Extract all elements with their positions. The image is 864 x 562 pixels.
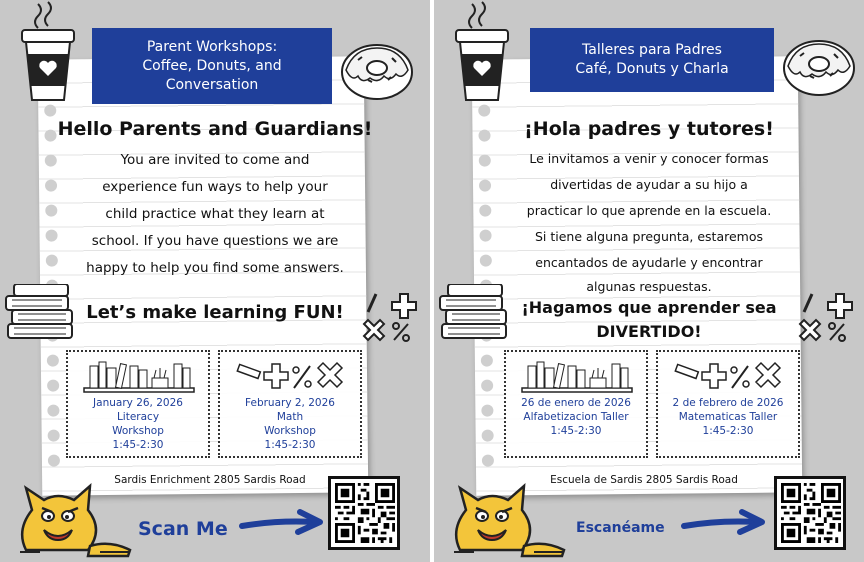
slogan-line: DIVERTIDO!	[596, 322, 702, 341]
arrow-icon	[238, 508, 326, 538]
literacy-workshop-card	[504, 350, 648, 458]
workshop-time: 1:45-2:30	[702, 425, 754, 437]
math-workshop-card	[656, 350, 800, 458]
invitation-line: happy to help you find some answers.	[86, 260, 344, 276]
coffee-cup-icon	[448, 0, 514, 104]
workshop-type: Workshop	[264, 425, 316, 437]
slogan-line: ¡Hagamos que aprender sea	[521, 298, 777, 317]
banner-line: Conversation	[165, 76, 259, 93]
coffee-cup-icon	[14, 0, 80, 104]
invitation-line: child practice what they learn at	[105, 206, 325, 222]
math-workshop-card	[218, 350, 362, 458]
greeting-heading: ¡Hola padres y tutores!	[524, 118, 774, 140]
workshop-name: Literacy	[116, 411, 160, 423]
invitation-line: school. If you have questions we are	[91, 233, 339, 249]
math-symbols-icon	[798, 290, 862, 344]
banner-line: Talleres para Padres	[582, 42, 722, 58]
workshop-name: Matematicas Taller	[678, 411, 778, 423]
math-symbols-icon	[672, 358, 786, 394]
wildcat-mascot-icon	[6, 466, 136, 558]
invitation-line: Le invitamos a venir y conocer formas	[529, 151, 769, 166]
donut-icon	[338, 40, 416, 104]
qr-code-icon	[781, 483, 841, 543]
workshop-time: 1:45-2:30	[112, 439, 164, 451]
workshop-date: 26 de enero de 2026	[521, 397, 631, 409]
invitation-line: algunas respuestas.	[586, 279, 712, 294]
math-symbols-icon	[362, 290, 426, 344]
workshop-type: Workshop	[112, 425, 164, 437]
invitation-line: You are invited to come and	[120, 152, 310, 168]
workshop-time: 1:45-2:30	[550, 425, 602, 437]
workshop-title-banner	[92, 28, 332, 104]
qr-code[interactable]	[774, 476, 846, 550]
workshop-title-banner	[530, 28, 774, 92]
workshop-date: February 2, 2026	[245, 397, 335, 409]
workshop-name: Math	[276, 411, 304, 423]
workshop-date: 2 de febrero de 2026	[672, 397, 784, 409]
slogan: Let’s make learning FUN!	[86, 302, 344, 323]
literacy-workshop-card	[66, 350, 210, 458]
banner-line: Café, Donuts y Charla	[575, 61, 729, 77]
bookshelf-icon	[520, 358, 634, 394]
donut-icon	[780, 36, 858, 100]
school-address: Escuela de Sardis 2805 Sardis Road	[550, 474, 738, 486]
invitation-line: experience fun ways to help your	[102, 179, 328, 195]
invitation-line: divertidas de ayudar a su hijo a	[550, 177, 748, 192]
school-address: Sardis Enrichment 2805 Sardis Road	[114, 474, 306, 486]
bookshelf-icon	[82, 358, 196, 394]
wildcat-mascot-icon	[440, 466, 570, 558]
workshop-name: Alfabetizacion Taller	[523, 411, 629, 423]
greeting-heading: Hello Parents and Guardians!	[57, 118, 373, 140]
invitation-line: practicar lo que aprende en la escuela.	[526, 203, 772, 218]
spanish-flyer	[434, 0, 864, 562]
invitation-line: encantados de ayudarle y encontrar	[535, 255, 763, 270]
math-symbols-icon	[234, 358, 348, 394]
qr-code[interactable]	[328, 476, 400, 550]
arrow-icon	[680, 508, 768, 538]
english-flyer	[0, 0, 430, 562]
workshop-time: 1:45-2:30	[264, 439, 316, 451]
banner-line: Coffee, Donuts, and	[142, 57, 282, 74]
scan-me-label: Escanéame	[576, 520, 665, 536]
banner-line: Parent Workshops:	[146, 38, 278, 55]
invitation-line: Si tiene alguna pregunta, estaremos	[534, 229, 763, 244]
scan-me-label: Scan Me	[138, 518, 228, 540]
qr-code-icon	[335, 483, 395, 543]
workshop-date: January 26, 2026	[93, 397, 183, 409]
